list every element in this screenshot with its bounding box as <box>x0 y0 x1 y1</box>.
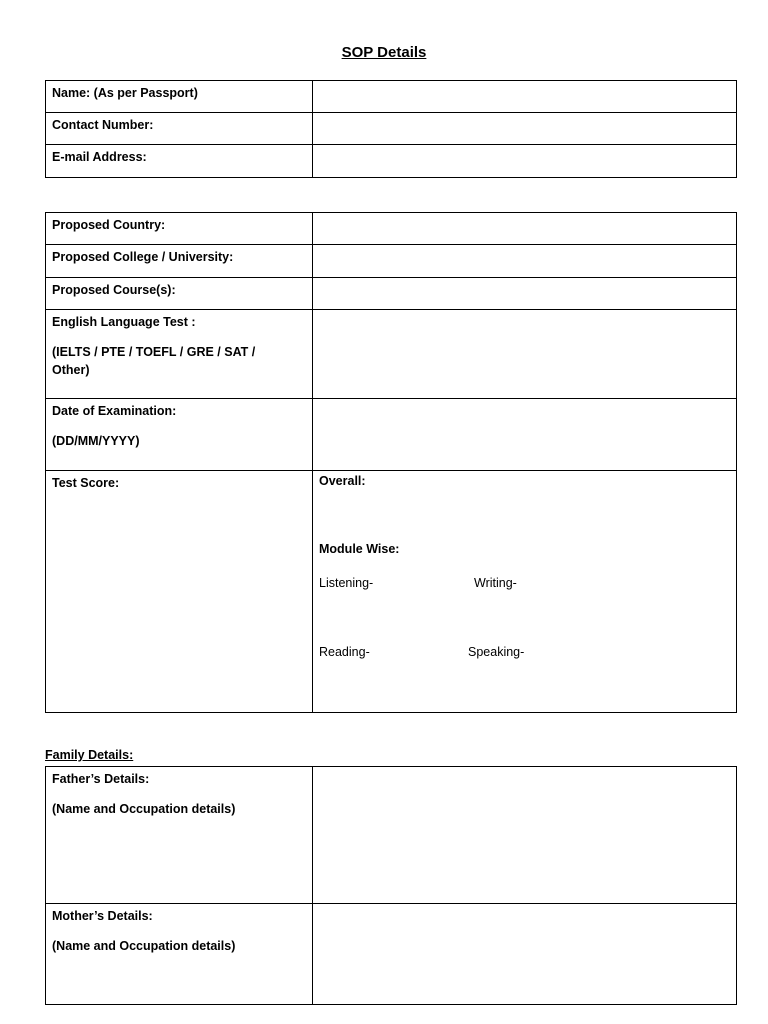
exam-date-label-cell <box>46 399 313 471</box>
reading-label: Reading- <box>319 645 370 659</box>
module-wise-label: Module Wise: <box>319 542 400 556</box>
country-field[interactable] <box>313 213 737 245</box>
college-label-cell <box>46 245 313 278</box>
study-details-table <box>45 212 737 713</box>
test-score-field[interactable] <box>313 471 737 713</box>
mother-label: Mother’s Details: <box>52 909 153 923</box>
test-score-label: Test Score: <box>52 476 120 490</box>
name-field[interactable] <box>313 81 737 113</box>
father-label-cell <box>46 767 313 904</box>
contact-label: Contact Number: <box>52 118 154 132</box>
exam-date-field[interactable] <box>313 399 737 471</box>
family-details-heading: Family Details: <box>45 748 134 762</box>
mother-label-cell <box>46 904 313 1005</box>
family-details-table <box>45 766 737 1005</box>
listening-label: Listening- <box>319 576 374 590</box>
father-label: Father’s Details: <box>52 772 150 786</box>
test-score-label-cell <box>46 471 313 713</box>
name-label-cell <box>46 81 313 113</box>
exam-date-format: (DD/MM/YYYY) <box>52 434 140 448</box>
english-test-options: (IELTS / PTE / TOEFL / GRE / SAT / Other) <box>52 345 256 377</box>
mother-field[interactable] <box>313 904 737 1005</box>
course-field[interactable] <box>313 278 737 310</box>
page-title: SOP Details <box>341 44 427 61</box>
father-field[interactable] <box>313 767 737 904</box>
exam-date-label: Date of Examination: <box>52 404 177 418</box>
writing-label: Writing- <box>474 576 517 590</box>
speaking-label: Speaking- <box>468 645 525 659</box>
mother-note: (Name and Occupation details) <box>52 939 236 953</box>
email-field[interactable] <box>313 145 737 178</box>
country-label-cell <box>46 213 313 245</box>
email-label: E-mail Address: <box>52 150 147 164</box>
english-test-label: English Language Test : <box>52 315 196 329</box>
father-note: (Name and Occupation details) <box>52 802 236 816</box>
college-field[interactable] <box>313 245 737 278</box>
college-label: Proposed College / University: <box>52 250 234 264</box>
english-test-field[interactable] <box>313 310 737 399</box>
contact-label-cell <box>46 113 313 145</box>
course-label-cell <box>46 278 313 310</box>
personal-details-table <box>45 80 737 178</box>
overall-label: Overall: <box>319 474 366 488</box>
email-label-cell <box>46 145 313 178</box>
english-test-label-cell <box>46 310 313 399</box>
contact-field[interactable] <box>313 113 737 145</box>
country-label: Proposed Country: <box>52 218 166 232</box>
name-label: Name: (As per Passport) <box>52 86 198 100</box>
course-label: Proposed Course(s): <box>52 283 176 297</box>
